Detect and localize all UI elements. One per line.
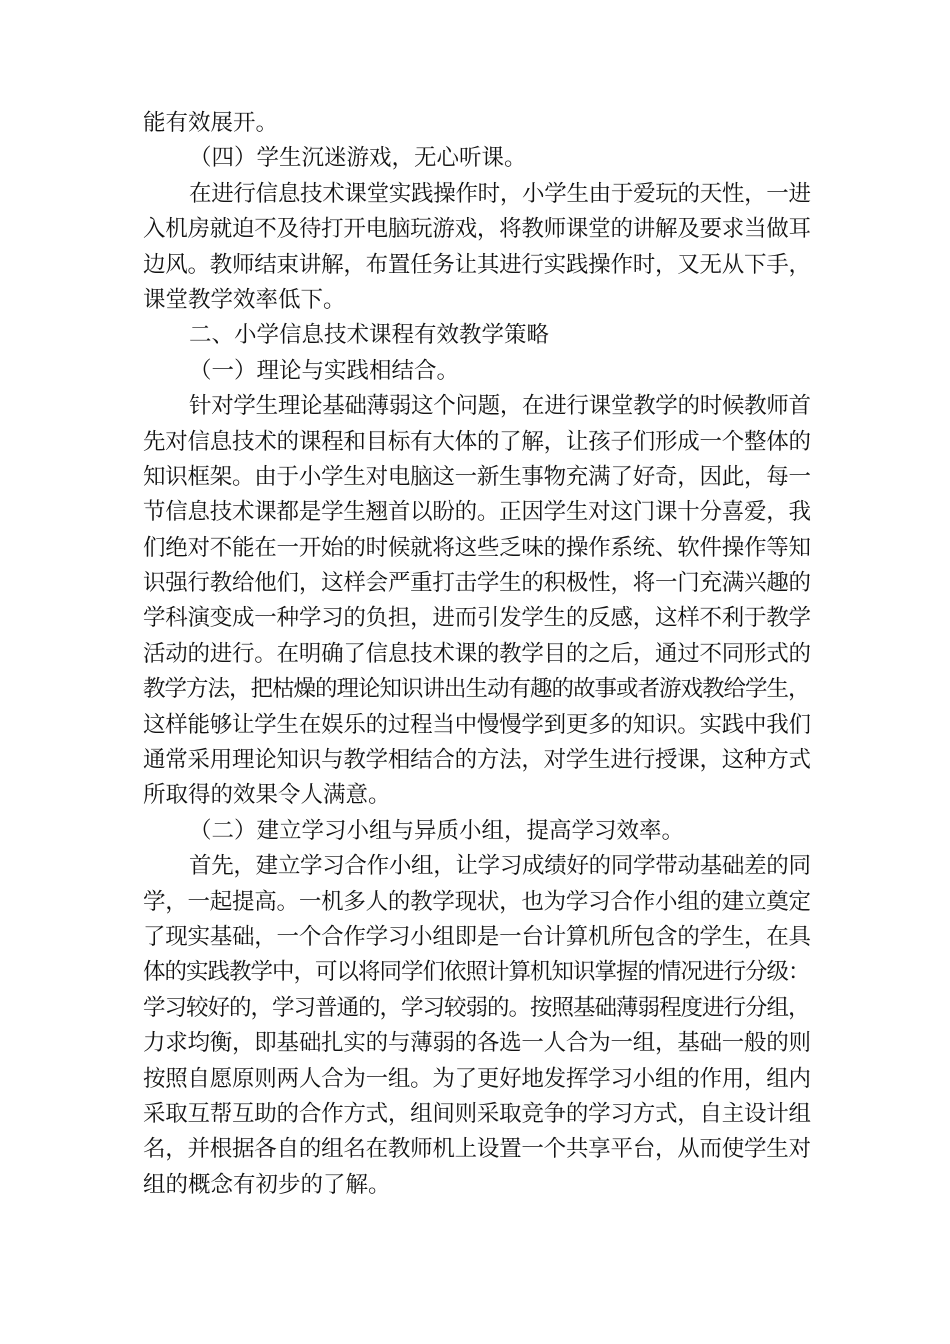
text-line: 学习较好的，学习普通的，学习较弱的。按照基础薄弱程度进行分组， bbox=[143, 994, 810, 1021]
text-line: 按照自愿原则两人合为一组。为了更好地发挥学习小组的作用，组内 bbox=[143, 1065, 811, 1092]
text-line: 课堂教学效率低下。 bbox=[143, 286, 346, 313]
text-line: 活动的进行。在明确了信息技术课的教学目的之后，通过不同形式的 bbox=[143, 640, 811, 667]
text-line: 边风。教师结束讲解，布置任务让其进行实践操作时，又无从下手， bbox=[143, 251, 811, 278]
text-line: 了现实基础，一个合作学习小组即是一台计算机所包含的学生，在具 bbox=[143, 923, 811, 950]
text-line: 学科演变成一种学习的负担，进而引发学生的反感，这样不利于教学 bbox=[143, 605, 811, 632]
text-line: 采取互帮互助的合作方式，组间则采取竞争的学习方式，自主设计组 bbox=[143, 1100, 811, 1127]
text-line: 力求均衡，即基础扎实的与薄弱的各选一人合为一组，基础一般的则 bbox=[143, 1030, 811, 1057]
text-line: 能有效展开。 bbox=[143, 110, 279, 136]
text-line: 针对学生理论基础薄弱这个问题，在进行课堂教学的时候教师首 bbox=[189, 393, 811, 420]
text-line: 学，一起提高。一机多人的教学现状，也为学习合作小组的建立奠定 bbox=[143, 888, 811, 915]
text-line: 通常采用理论知识与教学相结合的方法，对学生进行授课，这种方式 bbox=[143, 747, 811, 774]
text-line: 在进行信息技术课堂实践操作时，小学生由于爱玩的天性，一进 bbox=[189, 180, 811, 207]
section-heading: （二）建立学习小组与异质小组，提高学习效率。 bbox=[189, 817, 685, 844]
text-line: 识强行教给他们，这样会严重打击学生的积极性，将一门充满兴趣的 bbox=[143, 570, 811, 597]
text-line: 这样能够让学生在娱乐的过程当中慢慢学到更多的知识。实践中我们 bbox=[143, 711, 811, 738]
text-line: 教学方法，把枯燥的理论知识讲出生动有趣的故事或者游戏教给学生， bbox=[143, 676, 810, 703]
body-text bbox=[143, 106, 811, 1203]
section-heading: （一）理论与实践相结合。 bbox=[189, 357, 460, 384]
section-heading: 二、小学信息技术课程有效教学策略 bbox=[189, 322, 550, 349]
text-line: 知识框架。由于小学生对电脑这一新生事物充满了好奇，因此，每一 bbox=[143, 463, 811, 490]
text-line: 们绝对不能在一开始的时候就将这些乏味的操作系统、软件操作等知 bbox=[143, 534, 811, 561]
text-line: 体的实践教学中，可以将同学们依照计算机知识掌握的情况进行分级： bbox=[143, 959, 810, 986]
text-line: 首先，建立学习合作小组，让学习成绩好的同学带动基础差的同 bbox=[189, 853, 811, 880]
text-line: 入机房就迫不及待打开电脑玩游戏，将教师课堂的讲解及要求当做耳 bbox=[143, 216, 811, 243]
text-line: 所取得的效果令人满意。 bbox=[143, 782, 391, 809]
section-heading: （四）学生沉迷游戏，无心听课。 bbox=[189, 145, 527, 172]
text-line: 组的概念有初步的了解。 bbox=[143, 1171, 391, 1198]
text-line: 节信息技术课都是学生翘首以盼的。正因学生对这门课十分喜爱，我 bbox=[143, 499, 811, 526]
text-line: 先对信息技术的课程和目标有大体的了解，让孩子们形成一个整体的 bbox=[143, 428, 811, 455]
text-line: 名，并根据各自的组名在教师机上设置一个共享平台，从而使学生对 bbox=[143, 1136, 811, 1163]
